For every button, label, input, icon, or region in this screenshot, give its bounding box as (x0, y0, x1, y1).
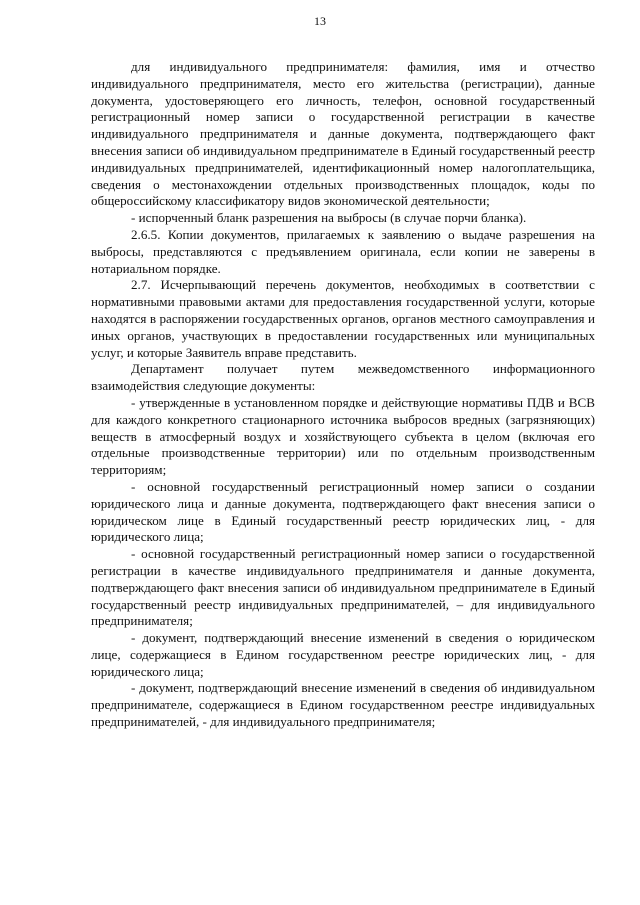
paragraph-entrepreneur-details: для индивидуального предпринимателя: фамилия, имя и отчество индивидуального предпринимателя, место его жительства (регистрации), данные документа, удостоверяющего его личность, телефон, основной государственный регистрационный номер записи о государственной регистрации в качестве индивидуального предпринимателя и данные документа, подтверждающего факт внесения записи об индивидуальном предпринимателе в Единый государственный реестр индивидуальных предпринимателей, идентификационный номер налогоплательщика, сведения о местонахождении отдельных производственных площадок, коды по общероссийскому классификатору видов экономической деятельности; (91, 59, 595, 209)
list-item-legal-entity-ogrn: - основной государственный регистрационный номер записи о создании юридического лица и данные документа, подтверждающего факт внесения записи о юридическом лице в Единый государственный реестр юридических лиц, - для юридического лица; (91, 478, 595, 545)
list-item-legal-entity-changes: - документ, подтверждающий внесение изменений в сведения о юридическом лице, содержащиеся в Едином государственном реестре юридических лиц, - для юридического лица; (91, 630, 595, 679)
list-item-entrepreneur-changes: - документ, подтверждающий внесение изменений в сведения об индивидуальном предпринимателе, содержащиеся в Едином государственном реестре индивидуальных предпринимателей, - для индивидуального предпринимателя; (91, 680, 595, 730)
list-item-entrepreneur-ogrnip: - основной государственный регистрационный номер записи о государственной регистрации в качестве индивидуального предпринимателя и данные документа, подтверждающего факт внесения записи об индивидуальном предпринимателе в Единый государственный реестр индивидуальных предпринимателей, – для индивидуального предпринимателя; (91, 546, 595, 629)
list-item-pdv-vsv: - утвержденные в установленном порядке и действующие нормативы ПДВ и ВСВ для каждого конкретного стационарного источника выбросов вредных (загрязняющих) веществ в атмосферный воздух и хозяйствующего субъекта в целом (включая его отдельные производственные территории) или по отдельным производственным территориям; (91, 394, 595, 478)
paragraph-damaged-form: - испорченный бланк разрешения на выбросы (в случае порчи бланка). (131, 210, 527, 226)
paragraph-department-receives: Департамент получает путем межведомственного информационного взаимодействия следующие документы: (91, 361, 595, 394)
paragraph-2-6-5: 2.6.5. Копии документов, прилагаемых к заявлению о выдаче разрешения на выбросы, представляются с предъявлением оригинала, если копии не заверены в нотариальном порядке. (91, 226, 595, 276)
paragraph-2-7: 2.7. Исчерпывающий перечень документов, необходимых в соответствии с нормативными правовыми актами для предоставления государственной услуги, которые находятся в распоряжении государственных органов, органов местного самоуправления и иных органов, участвующих в предоставлении государственных или муниципальных услуг, и которые Заявитель вправе представить. (91, 277, 595, 360)
document-body (91, 59, 595, 731)
page-number: 13 (314, 14, 326, 28)
